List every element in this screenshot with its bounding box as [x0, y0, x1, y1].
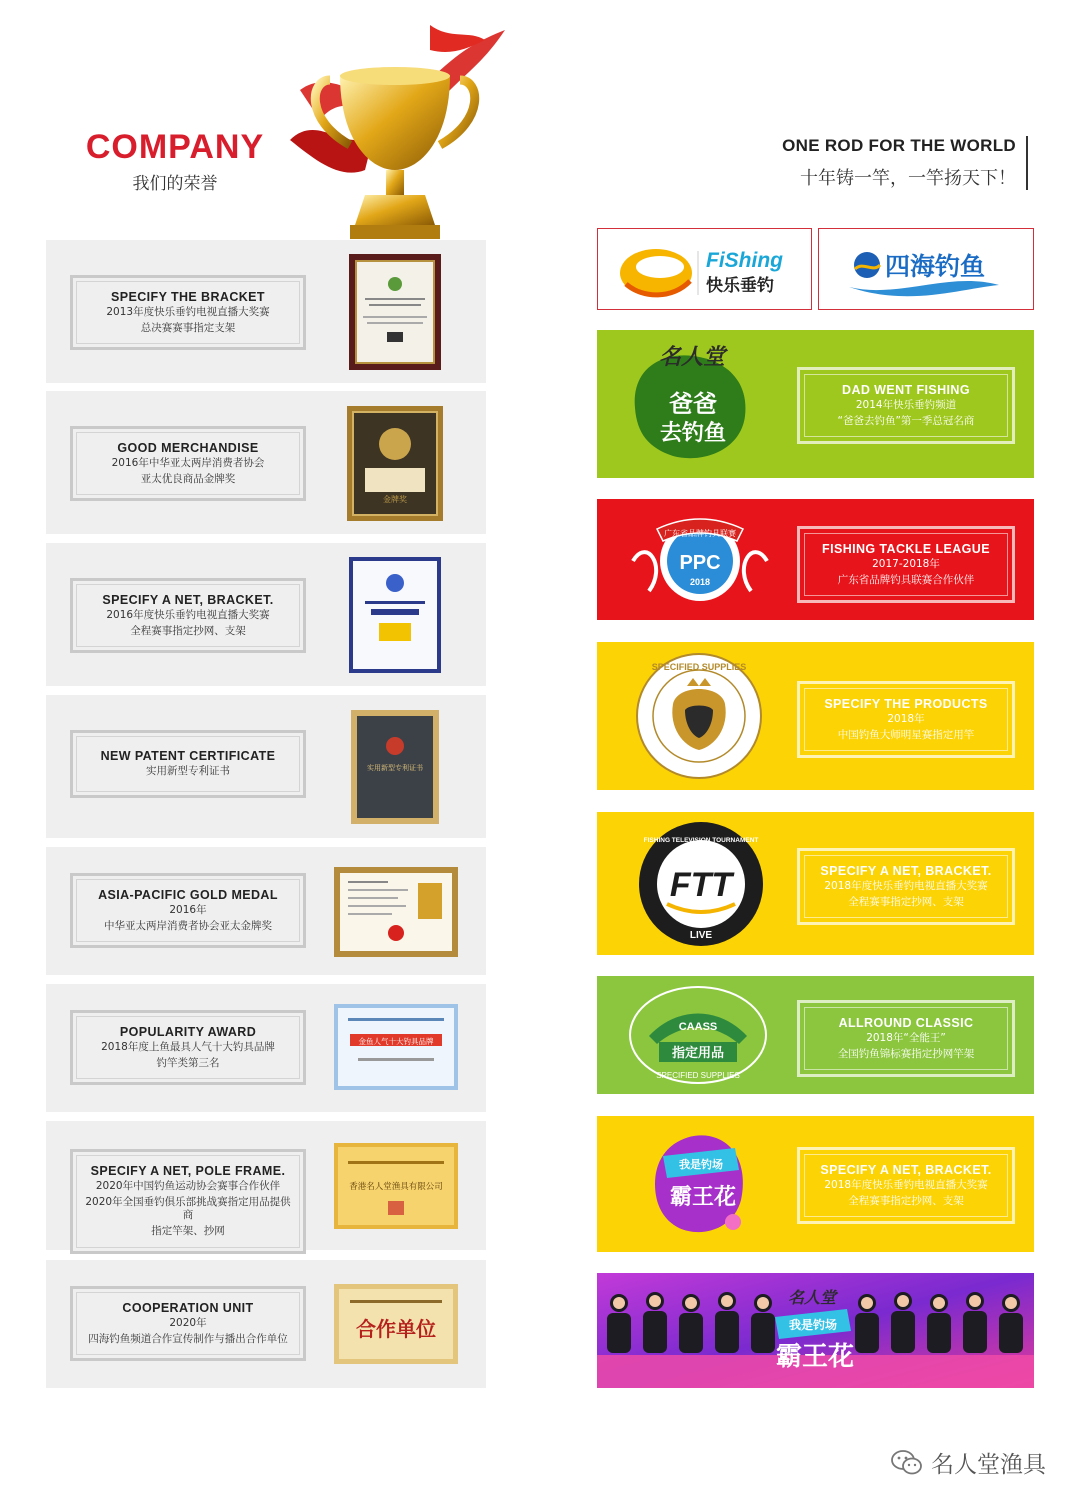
award-desc-line: 2018年	[887, 713, 925, 725]
ppc-league-logo-icon	[627, 507, 773, 613]
award-frame	[797, 526, 1015, 603]
slogan-block	[782, 136, 1028, 190]
award-desc-line: 总决赛赛事指定支架	[140, 321, 236, 334]
award-title: NEW PATENT CERTIFICATE	[100, 749, 276, 764]
svg-text:爸爸: 爸爸	[669, 390, 717, 418]
award-frame	[70, 730, 306, 798]
award-title: SPECIFY A NET, BRACKET.	[820, 1163, 992, 1177]
award-card-popularity	[46, 984, 486, 1112]
svg-text:霸王花: 霸王花	[775, 1342, 855, 1372]
popularity-certificate-icon	[334, 1004, 458, 1090]
award-desc-line: 2020年中国钓鱼运动协会赛事合作伙伴	[95, 1180, 281, 1192]
svg-text:我是钓场: 我是钓场	[788, 1318, 838, 1332]
award-desc-line: 亚太优良商品金牌奖	[140, 472, 236, 485]
svg-text:香港名人堂渔具有限公司: 香港名人堂渔具有限公司	[349, 1182, 443, 1192]
svg-text:去钓鱼: 去钓鱼	[659, 421, 727, 446]
award-desc-line: 2016年中华亚太两岸消费者协会	[111, 457, 265, 469]
award-desc-line: 2018年度快乐垂钓电视直播大奖赛	[824, 880, 988, 892]
award-title: DAD WENT FISHING	[842, 383, 970, 397]
award-frame	[797, 1147, 1015, 1224]
dad-went-fishing-logo-icon	[623, 338, 763, 470]
svg-text:金鱼人气十大钓具品牌: 金鱼人气十大钓具品牌	[358, 1037, 434, 1046]
svg-text:四海钓鱼: 四海钓鱼	[885, 252, 986, 281]
team-banner	[597, 1273, 1034, 1388]
award-title: ASIA-PACIFIC GOLD MEDAL	[98, 888, 278, 902]
award-frame	[70, 578, 306, 653]
award-desc-line: 中华亚太两岸消费者协会亚太金牌奖	[104, 919, 272, 932]
award-frame	[70, 1286, 306, 1361]
award-desc-line: 2017-2018年	[872, 558, 940, 570]
award-desc-line: 全国钓鱼锦标赛指定抄网竿架	[837, 1047, 975, 1060]
award-title: FISHING TACKLE LEAGUE	[822, 542, 990, 556]
award-frame	[70, 275, 306, 350]
svg-text:名人堂: 名人堂	[787, 1288, 837, 1307]
award-title: POPULARITY AWARD	[119, 1025, 257, 1039]
svg-text:FTT: FTT	[669, 866, 733, 904]
award-card-net-bracket-2016	[46, 543, 486, 686]
award-card-ftt	[597, 812, 1034, 955]
svg-text:FISHING TELEVISION TOURNAMENT: FISHING TELEVISION TOURNAMENT	[643, 837, 759, 844]
award-title: SPECIFY A NET, POLE FRAME.	[90, 1164, 286, 1178]
svg-text:名人堂: 名人堂	[659, 344, 726, 370]
caass-specified-logo-icon	[627, 982, 769, 1088]
award-desc-line: 全程赛事指定抄网、支架	[848, 895, 964, 908]
award-card-bawanghua	[597, 1116, 1034, 1252]
award-title: SPECIFY A NET, BRACKET.	[820, 864, 992, 878]
award-frame	[70, 1149, 306, 1254]
patent-certificate-icon	[351, 710, 439, 824]
award-frame	[797, 848, 1015, 925]
award-desc-line: 2013年度快乐垂钓电视直播大奖赛	[106, 306, 270, 318]
award-desc-line: 广东省品牌钓具联赛合作伙伴	[837, 573, 975, 586]
award-desc-line: 2016年度快乐垂钓电视直播大奖赛	[106, 609, 270, 621]
svg-text:LIVE: LIVE	[689, 930, 713, 941]
award-card-net-pole-frame	[46, 1121, 486, 1250]
company-heading	[80, 128, 270, 194]
svg-text:快乐垂钓: 快乐垂钓	[706, 276, 774, 296]
award-desc-line: 中国钓鱼大师明星赛指定用竿	[837, 728, 975, 741]
team-photo-banner-icon	[597, 1273, 1034, 1388]
lion-seal-logo-icon	[633, 650, 765, 782]
trophy-icon	[280, 20, 510, 245]
partner-logo-happy-fishing	[597, 228, 812, 310]
partner-certificate-icon	[334, 1143, 458, 1229]
award-desc-line: 指定竿架、抄网	[151, 1224, 225, 1237]
svg-text:CAASS: CAASS	[678, 1021, 718, 1033]
award-frame	[797, 367, 1015, 444]
award-frame	[797, 1000, 1015, 1077]
footer-brand	[891, 1446, 1046, 1479]
award-desc-line: 实用新型专利证书	[146, 765, 230, 778]
award-desc-line: 2018年度快乐垂钓电视直播大奖赛	[824, 1179, 988, 1191]
award-desc-line: 2016年	[169, 904, 207, 916]
ftt-tournament-logo-icon	[637, 820, 765, 948]
footer-label: 名人堂渔具	[931, 1452, 1046, 1478]
award-desc-line: 2020年全国垂钓俱乐部挑战赛指定用品提供商	[85, 1195, 291, 1222]
company-title: COMPANY	[85, 128, 265, 166]
happy-fishing-icon	[598, 229, 813, 311]
svg-text:FiShing: FiShing	[706, 249, 783, 272]
award-card-bracket-2013	[46, 240, 486, 383]
certificate-icon	[349, 557, 441, 673]
svg-text:广东省品牌钓具联赛: 广东省品牌钓具联赛	[664, 529, 736, 538]
wechat-icon	[891, 1449, 923, 1477]
award-desc-line: 钓竿类第三名	[156, 1056, 220, 1069]
svg-text:我是钓场: 我是钓场	[679, 1158, 723, 1171]
award-card-gold-medal	[46, 847, 486, 975]
award-desc-line: 四海钓鱼频道合作宣传制作与播出合作单位	[88, 1332, 288, 1345]
award-card-allround-classic	[597, 976, 1034, 1094]
company-subtitle: 我们的荣誉	[132, 174, 218, 194]
award-frame	[70, 873, 306, 948]
award-desc-line: 2018年度上鱼最具人气十大钓具品牌	[101, 1041, 275, 1053]
award-card-cooperation-unit	[46, 1260, 486, 1388]
certificate-plaque-icon	[349, 254, 441, 370]
svg-text:SPECIFIED SUPPLIES: SPECIFIED SUPPLIES	[651, 662, 747, 672]
award-frame	[70, 426, 306, 501]
svg-text:实用新型专利证书: 实用新型专利证书	[367, 764, 423, 772]
svg-text:2018: 2018	[689, 577, 711, 587]
award-desc-line: 2014年快乐垂钓频道	[855, 399, 957, 411]
award-desc-line: 全程赛事指定抄网、支架	[130, 624, 246, 637]
gold-medal-certificate-icon	[334, 867, 458, 957]
svg-text:金牌奖: 金牌奖	[383, 495, 407, 504]
award-title: SPECIFY THE BRACKET	[111, 290, 265, 304]
sihai-fishing-icon	[819, 229, 1035, 311]
cooperation-certificate-icon	[334, 1284, 458, 1364]
award-title: COOPERATION UNIT	[122, 1301, 254, 1315]
award-desc-line: “爸爸去钓鱼”第一季总冠名商	[837, 414, 975, 427]
award-title: GOOD MERCHANDISE	[117, 441, 259, 455]
award-title: SPECIFY A NET, BRACKET.	[102, 593, 274, 607]
award-card-tackle-league	[597, 499, 1034, 620]
award-desc-line: 全程赛事指定抄网、支架	[848, 1194, 964, 1207]
award-desc-line: 2020年	[169, 1317, 207, 1329]
award-frame	[70, 1010, 306, 1085]
svg-text:PPC: PPC	[679, 552, 721, 574]
svg-text:霸王花: 霸王花	[669, 1185, 737, 1210]
slogan-chinese: 十年铸一竿，一竿扬天下！	[800, 168, 1016, 189]
award-card-patent	[46, 695, 486, 838]
award-title: SPECIFY THE PRODUCTS	[824, 697, 988, 711]
svg-text:合作单位: 合作单位	[356, 1317, 436, 1341]
svg-text:SPECIFIED SUPPLIES: SPECIFIED SUPPLIES	[656, 1071, 740, 1080]
award-card-specify-products	[597, 642, 1034, 790]
award-desc-line: 2018年“全能王”	[866, 1032, 946, 1044]
award-title: ALLROUND CLASSIC	[838, 1016, 974, 1030]
gold-certificate-icon	[347, 406, 443, 521]
award-frame	[797, 681, 1015, 758]
bawanghua-logo-icon	[647, 1126, 751, 1242]
award-card-good-merchandise	[46, 391, 486, 534]
svg-text:指定用品: 指定用品	[671, 1046, 725, 1061]
slogan-english: ONE ROD FOR THE WORLD	[782, 136, 1016, 155]
partner-logo-sihai-fishing	[818, 228, 1034, 310]
award-card-dad-went-fishing	[597, 330, 1034, 478]
